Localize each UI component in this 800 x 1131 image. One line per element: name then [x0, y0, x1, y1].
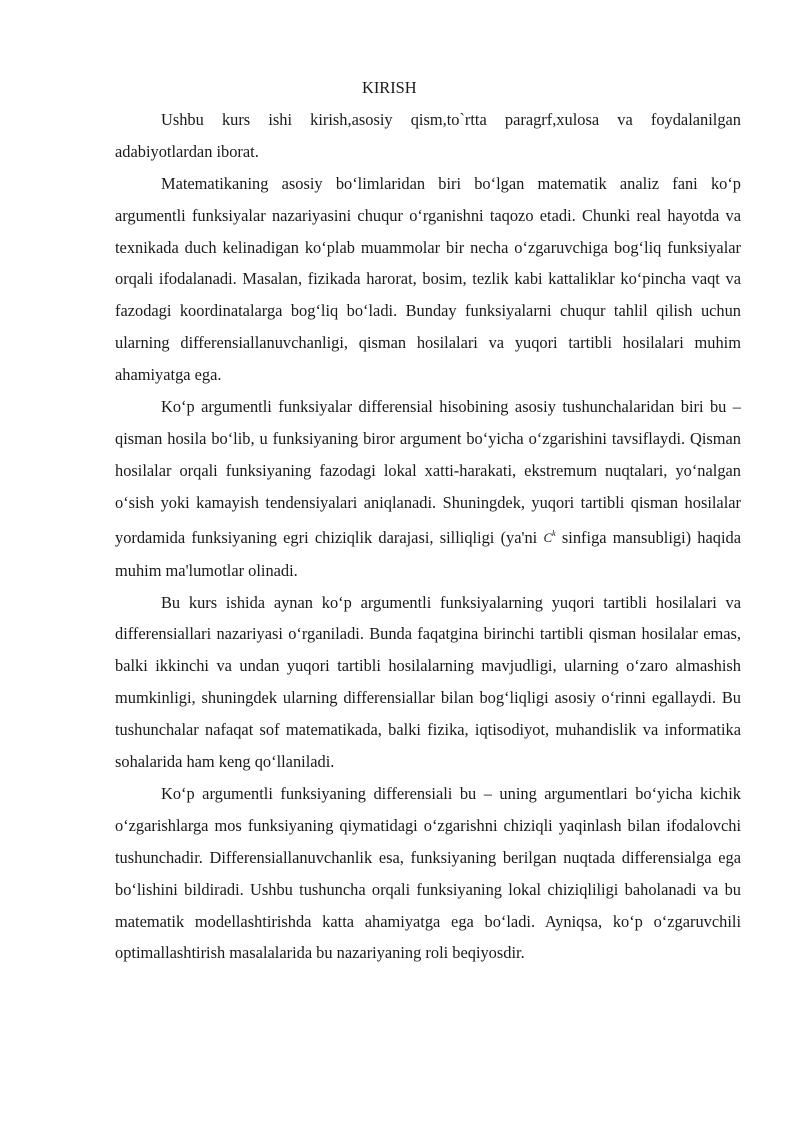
- paragraph-structure: Ushbu kurs ishi kirish,asosiy qism,to`rtta paragrf,xulosa va foydalanilgan adabiyotlardan iborat.: [115, 109, 741, 161]
- math-superscript: k: [552, 528, 556, 538]
- math-base: C: [543, 529, 553, 545]
- math-ck-class: [543, 530, 555, 545]
- paragraph-partial-derivatives: [115, 391, 741, 586]
- page-title: KIRISH: [362, 78, 417, 97]
- paragraph-text-after-math: sinfiga mansubligi) haqida muhim ma'lumotlar olinadi.: [115, 527, 741, 580]
- document-body: [115, 72, 741, 969]
- paragraph-course-scope: Bu kurs ishida aynan ko‘p argumentli funksiyalarning yuqori tartibli hosilalari va differensiallari nazariyasi o‘rganiladi. Bunda faqatgina birinchi tartibli qisman hosilalar emas, balki ikkinchi va undan yuqori tartibli hosilalarning mavjudligi, ularning o‘zaro almashish mumkinligi, shuningdek ularning differensiallar bilan bog‘liqligi asosiy o‘rinni egallaydi. Bu tushunchalar nafaqat sof matematikada, balki fizika, iqtisodiyot, muhandislik va informatika sohalarida ham keng qo‘llaniladi.: [115, 592, 741, 772]
- paragraph-text-before-math: Ko‘p argumentli funksiyalar differensial hisobining asosiy tushunchalaridan biri bu – qisman hosila bo‘lib, u funksiyaning biror argument bo‘yicha o‘zgarishini tavsiflaydi. Qisman hosilalar orqali funksiyaning fazodagi lokal xatti-harakati, ekstremum nuqtalari, yo‘nalgan o‘sish yoki kamayish tendensiyalari aniqlanadi. Shuningdek, yuqori tartibli qisman hosilalar yordamida funksiyaning egri chiziqlik darajasi, silliqligi (ya'ni: [115, 397, 741, 547]
- paragraph-differential: Ko‘p argumentli funksiyaning differensiali bu – uning argumentlari bo‘yicha kichik o‘zgarishlarga mos funksiyaning qiymatidagi o‘zgarishni chiziqli yaqinlash bilan ifodalovchi tushunchadir. Differensiallanuvchanlik esa, funksiyaning berilgan nuqtada differensialga ega bo‘lishini bildiradi. Ushbu tushuncha orqali funksiyaning lokal chiziqliligi baholanadi va bu matematik modellashtirishda katta ahamiyatga ega bo‘ladi. Ayniqsa, ko‘p o‘zgaruvchili optimallashtirish masalalarida bu nazariyaning roli beqiyosdir.: [115, 783, 741, 963]
- paragraph-motivation: Matematikaning asosiy bo‘limlaridan biri bo‘lgan matematik analiz fani ko‘p argumentli funksiyalar nazariyasini chuqur o‘rganishni taqozo etadi. Chunki real hayotda va texnikada duch kelinadigan ko‘plab muammolar bir necha o‘zgaruvchiga bog‘liq funksiyalar orqali ifodalanadi. Masalan, fizikada harorat, bosim, tezlik kabi kattaliklar ko‘pincha vaqt va fazodagi koordinatalarga bog‘liq bo‘ladi. Bunday funksiyalarni chuqur tahlil qilish uchun ularning differensiallanuvchanligi, qisman hosilalari va yuqori tartibli hosilalari muhim ahamiyatga ega.: [115, 173, 741, 385]
